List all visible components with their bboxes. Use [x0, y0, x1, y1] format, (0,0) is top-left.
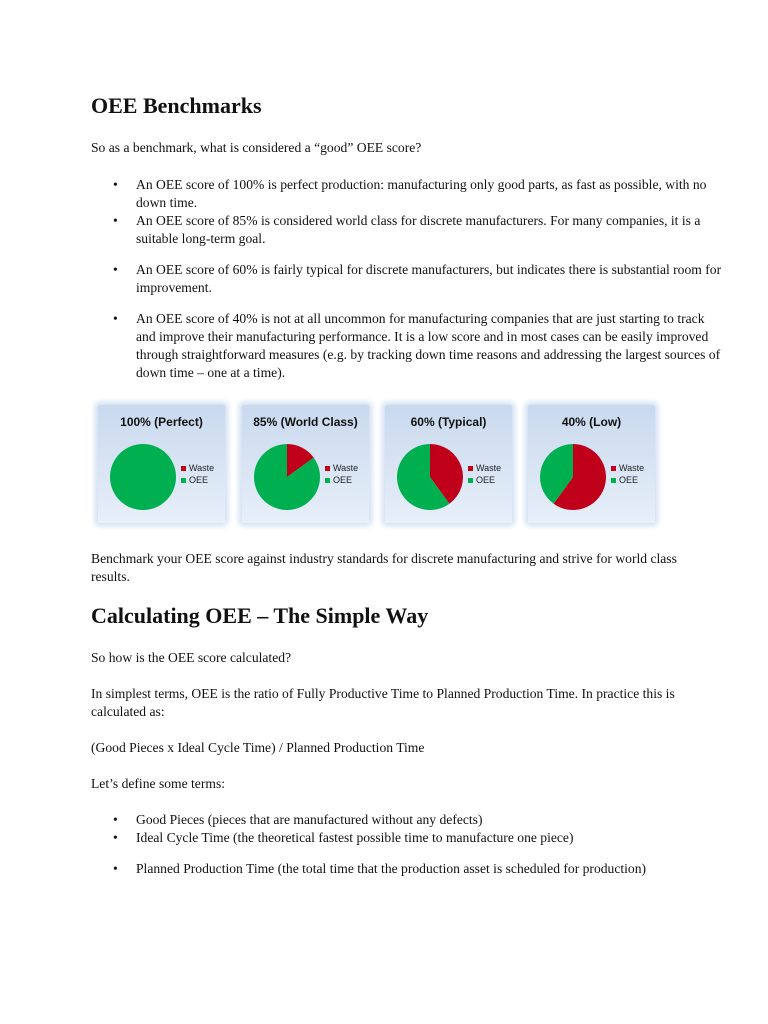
pie-chart — [395, 442, 465, 512]
pie-slice-oee — [110, 444, 176, 510]
chart-card — [385, 405, 512, 523]
section-heading-benchmarks: OEE Benchmarks — [91, 93, 262, 118]
chart-title: 60% (Typical) — [410, 415, 487, 429]
list-item: • An OEE score of 100% is perfect production: manufacturing only good parts, as fast as possible, with no down time. — [91, 176, 726, 212]
list-item: • Ideal Cycle Time (the theoretical fastest possible time to manufacture one piece) — [91, 829, 726, 847]
legend-label: OEE — [619, 475, 639, 485]
legend-entry-waste — [325, 462, 358, 474]
calculating-formula: (Good Pieces x Ideal Cycle Time) / Planned Production Time — [91, 740, 425, 755]
pie-chart — [108, 442, 178, 512]
legend-swatch — [468, 466, 473, 471]
legend-entry-oee — [325, 474, 358, 486]
list-item: • Planned Production Time (the total time that the production asset is scheduled for production) — [91, 860, 726, 878]
chart-title: 40% (Low) — [561, 415, 622, 429]
legend-swatch — [181, 466, 186, 471]
legend-swatch — [325, 466, 330, 471]
calculating-definition: In simplest terms, OEE is the ratio of Fully Productive Time to Planned Production Time. In practice this is calculated as: — [91, 686, 675, 719]
chart-card — [242, 405, 369, 523]
legend-label: Waste — [619, 463, 645, 473]
chart-title: 100% (Perfect) — [120, 415, 203, 429]
benchmarks-closing: Benchmark your OEE score against industry standards for discrete manufacturing and strive for world class results. — [91, 551, 677, 584]
chart-legend — [611, 462, 644, 486]
pie-chart — [538, 442, 608, 512]
section-heading-calculating: Calculating OEE – The Simple Way — [91, 603, 429, 628]
calculating-question: So how is the OEE score calculated? — [91, 650, 292, 665]
legend-swatch — [468, 478, 473, 483]
chart-legend — [325, 462, 358, 486]
list-item: • An OEE score of 40% is not at all uncommon for manufacturing companies that are just starting to track and improve their manufacturing performance. It is a low score and in most cases can be easily improved through straightforward measures (e.g. by tracking down time reasons and addressing the largest sources of down time – one at a time). — [91, 310, 726, 382]
legend-entry-waste — [611, 462, 644, 474]
legend-label: OEE — [476, 475, 496, 485]
legend-entry-waste — [468, 462, 501, 474]
pie-chart — [252, 442, 322, 512]
oee-benchmark-charts — [98, 405, 658, 525]
chart-card — [528, 405, 655, 523]
legend-swatch — [611, 478, 616, 483]
legend-entry-oee — [468, 474, 501, 486]
list-item: • An OEE score of 60% is fairly typical for discrete manufacturers, but indicates there is substantial room for improvement. — [91, 261, 726, 297]
legend-swatch — [181, 478, 186, 483]
legend-entry-waste — [181, 462, 214, 474]
benchmarks-intro: So as a benchmark, what is considered a “good” OEE score? — [91, 140, 422, 155]
legend-label: OEE — [189, 475, 209, 485]
legend-entry-oee — [611, 474, 644, 486]
legend-label: Waste — [476, 463, 502, 473]
legend-label: Waste — [189, 463, 215, 473]
legend-swatch — [611, 466, 616, 471]
chart-card — [98, 405, 225, 523]
terms-intro: Let’s define some terms: — [91, 776, 226, 791]
chart-legend — [181, 462, 214, 486]
list-item: • An OEE score of 85% is considered world class for discrete manufacturers. For many companies, it is a suitable long-term goal. — [91, 212, 726, 248]
chart-title: 85% (World Class) — [253, 415, 358, 429]
legend-entry-oee — [181, 474, 214, 486]
legend-swatch — [325, 478, 330, 483]
list-item: • Good Pieces (pieces that are manufactured without any defects) — [91, 811, 726, 829]
legend-label: Waste — [333, 463, 359, 473]
legend-label: OEE — [333, 475, 353, 485]
chart-legend — [468, 462, 501, 486]
